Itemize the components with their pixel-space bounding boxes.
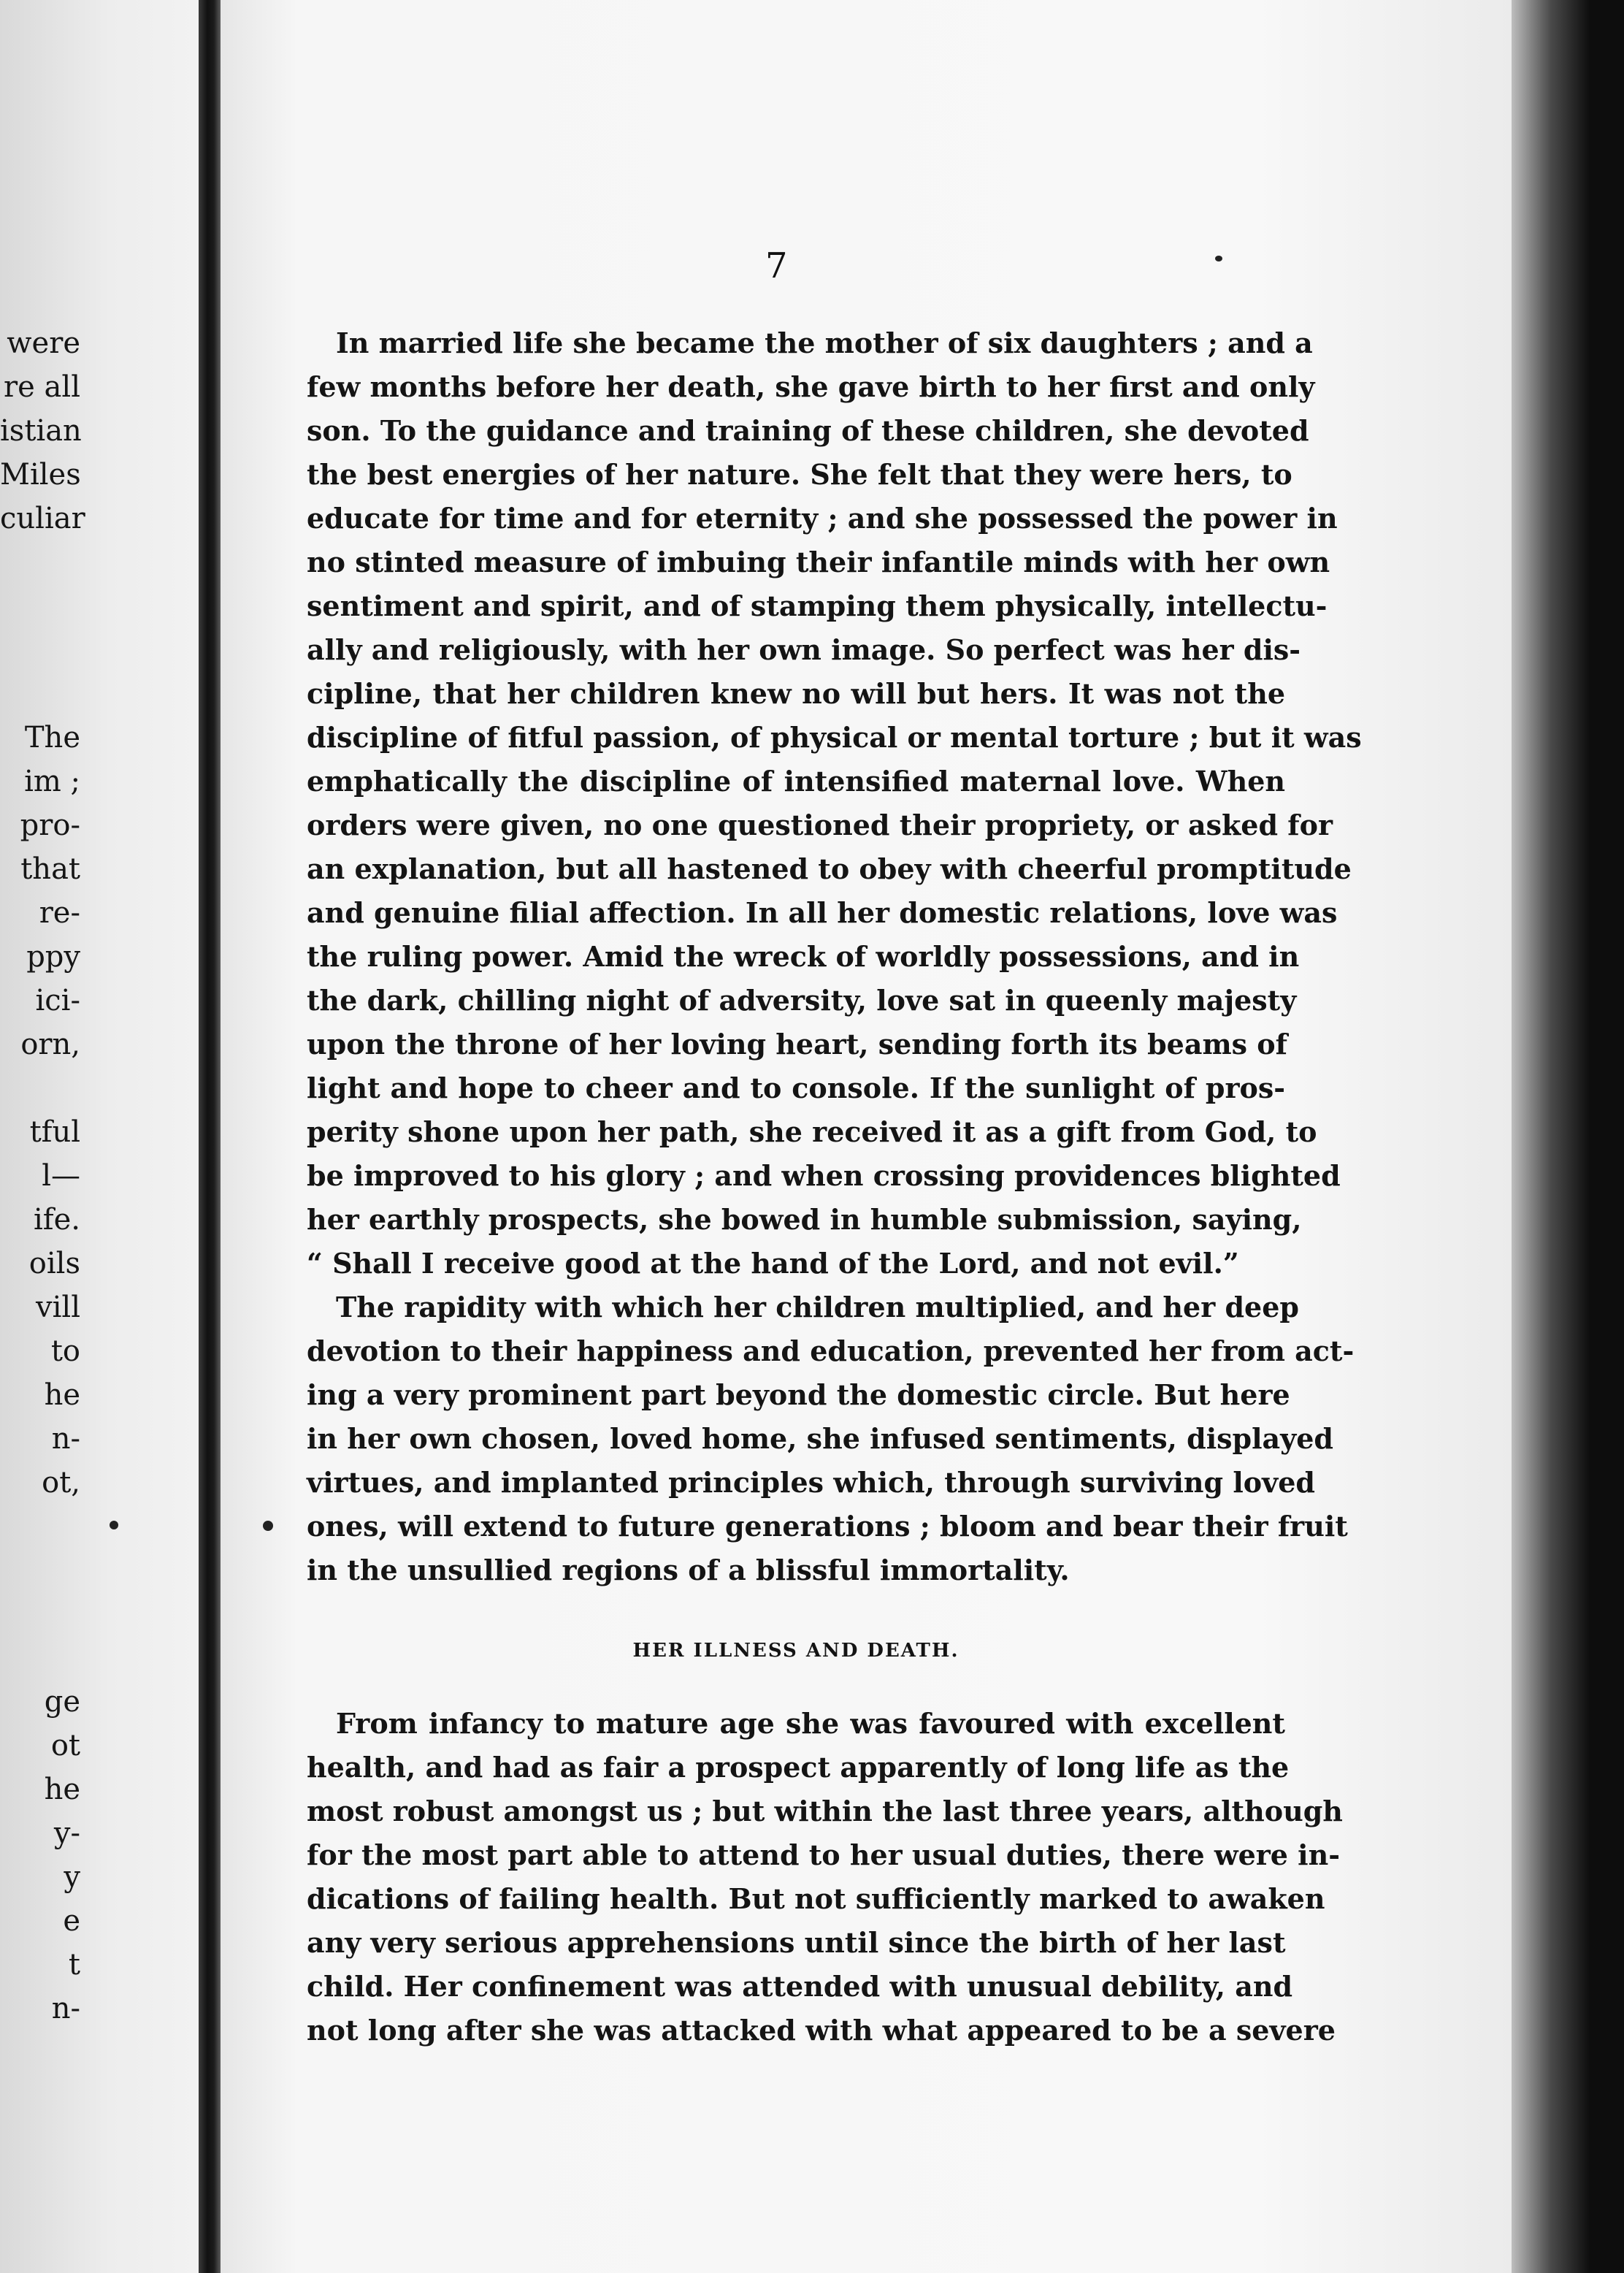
left-page-fragment-line: l— <box>42 1159 80 1193</box>
paragraph-maternal-discipline <box>307 321 1362 1286</box>
text-line: ally and religiously, with her own image. So perfect was her dis- <box>307 633 1301 666</box>
text-line: perity shone upon her path, she received it as a gift from God, to <box>307 1115 1317 1148</box>
page-number: 7 <box>765 245 788 286</box>
left-page-fragment-line: that <box>20 852 80 886</box>
left-page-fragment-line: e <box>63 1904 80 1938</box>
left-page-fragment-line: y- <box>53 1817 80 1850</box>
paragraph-illness <box>307 1702 1343 2052</box>
left-page-fragment-line: re- <box>39 896 80 930</box>
text-line: virtues, and implanted principles which, through surviving loved <box>307 1466 1315 1499</box>
left-page-fragment-line: ge <box>44 1685 80 1719</box>
text-line: most robust amongst us ; but within the last three years, although <box>307 1795 1343 1827</box>
text-line: ones, will extend to future generations ; bloom and bear their fruit <box>307 1510 1348 1543</box>
text-line: health, and had as fair a prospect apparently of long life as the <box>307 1751 1290 1784</box>
ink-speck <box>1215 256 1222 261</box>
left-page-fragment-line: t <box>68 1948 80 1982</box>
text-line: child. Her confinement was attended with unusual debility, and <box>307 1970 1293 2003</box>
text-line: not long after she was attacked with what appeared to be a severe <box>307 2014 1336 2047</box>
left-page-fragment-line <box>0 540 80 584</box>
left-page-fragment-line: im ; <box>24 765 80 798</box>
left-page-fragment-line <box>0 628 80 672</box>
left-page-fragment-line: tful <box>29 1115 80 1149</box>
left-page-fragment-line <box>0 1548 80 1592</box>
text-line: orders were given, no one questioned their propriety, or asked for <box>307 809 1333 841</box>
text-line: emphatically the discipline of intensified maternal love. When <box>307 765 1285 798</box>
page-edge-shadow <box>1512 0 1624 2273</box>
left-page-fragment-line: ot <box>50 1729 80 1762</box>
left-page-fragment-line: to <box>50 1334 80 1368</box>
text-line: ing a very prominent part beyond the domestic circle. But here <box>307 1378 1290 1411</box>
text-line: son. To the guidance and training of these children, she devoted <box>307 414 1309 447</box>
text-line: In married life she became the mother of six daughters ; and a <box>336 326 1313 359</box>
left-page-fragment-line: ppy <box>26 940 80 974</box>
text-line: the dark, chilling night of adversity, love sat in queenly majesty <box>307 984 1297 1017</box>
text-line: in her own chosen, loved home, she infused sentiments, displayed <box>307 1422 1333 1455</box>
ink-speck <box>263 1521 273 1531</box>
left-page-fragment <box>0 0 199 2273</box>
text-line: “ Shall I receive good at the hand of the Lord, and not evil.” <box>307 1247 1239 1280</box>
text-line: sentiment and spirit, and of stamping them physically, intellectu- <box>307 589 1328 622</box>
text-line: upon the throne of her loving heart, sending forth its beams of <box>307 1028 1287 1061</box>
ink-speck <box>110 1521 118 1529</box>
page-body <box>307 321 1362 2052</box>
text-line: light and hope to cheer and to console. If the sunlight of pros- <box>307 1071 1285 1104</box>
left-page-fragment-line: ot, <box>42 1466 80 1500</box>
left-page-fragment-line: istian <box>0 414 82 448</box>
text-line: in the unsullied regions of a blissful immortality. <box>307 1554 1070 1586</box>
text-line: her earthly prospects, she bowed in humble submission, saying, <box>307 1203 1302 1236</box>
text-line: devotion to their happiness and education, prevented her from act- <box>307 1334 1355 1367</box>
text-line: the best energies of her nature. She felt that they were hers, to <box>307 458 1292 491</box>
text-line: an explanation, but all hastened to obey with cheerful promptitude <box>307 852 1352 885</box>
text-line: From infancy to mature age she was favoured with excellent <box>336 1707 1285 1740</box>
left-page-fragment-line: ici- <box>35 984 80 1017</box>
text-line: the ruling power. Amid the wreck of worldly possessions, and in <box>307 940 1300 973</box>
text-line: cipline, that her children knew no will but hers. It was not the <box>307 677 1285 710</box>
left-page-fragment-line: n- <box>51 1422 80 1456</box>
section-heading: HER ILLNESS AND DEATH. <box>632 1640 960 1662</box>
text-line: be improved to his glory ; and when crossing providences blighted <box>307 1159 1341 1192</box>
left-page-fragment-line: ife. <box>34 1203 80 1237</box>
text-line: for the most part able to attend to her usual duties, there were in- <box>307 1838 1341 1871</box>
left-page-fragment-line: re all <box>4 370 80 404</box>
left-page-fragment-line: y <box>64 1860 80 1894</box>
left-page-fragment-line: The <box>24 721 80 755</box>
text-line: dications of failing health. But not sufficiently marked to awaken <box>307 1882 1325 1915</box>
text-line: educate for time and for eternity ; and she possessed the power in <box>307 502 1338 535</box>
text-line: few months before her death, she gave birth to her first and only <box>307 370 1315 403</box>
left-page-fragment-line: he <box>44 1773 80 1806</box>
left-page-fragment-line: Miles <box>0 458 81 492</box>
text-line: no stinted measure of imbuing their infantile minds with her own <box>307 546 1330 578</box>
left-page-fragment-line: were <box>7 326 80 360</box>
book-gutter <box>199 0 221 2273</box>
text-line: and genuine filial affection. In all her domestic relations, love was <box>307 896 1338 929</box>
left-page-fragment-line: culiar <box>0 502 85 535</box>
paragraph-domestic-circle <box>307 1286 1355 1592</box>
left-page-fragment-line: he <box>44 1378 80 1412</box>
left-page-fragment-line <box>0 672 80 716</box>
text-line: discipline of fitful passion, of physical or mental torture ; but it was <box>307 721 1362 754</box>
left-page-fragment-line <box>0 1592 80 1636</box>
text-line: The rapidity with which her children multiplied, and her deep <box>336 1291 1299 1323</box>
left-page-fragment-line <box>0 1505 80 1548</box>
left-page-fragment-line: n- <box>51 1992 80 2025</box>
text-line: any very serious apprehensions until since the birth of her last <box>307 1926 1286 1959</box>
left-page-fragment-line: orn, <box>20 1028 80 1061</box>
left-page-fragment-line <box>0 1066 80 1110</box>
left-page-fragment-line: vill <box>36 1291 80 1324</box>
left-page-fragment-line <box>0 1636 80 1680</box>
left-page-fragment-line: oils <box>28 1247 80 1280</box>
left-page-line-fragments <box>0 321 85 2031</box>
left-page-fragment-line: pro- <box>20 809 80 842</box>
left-page-fragment-line <box>0 584 80 628</box>
